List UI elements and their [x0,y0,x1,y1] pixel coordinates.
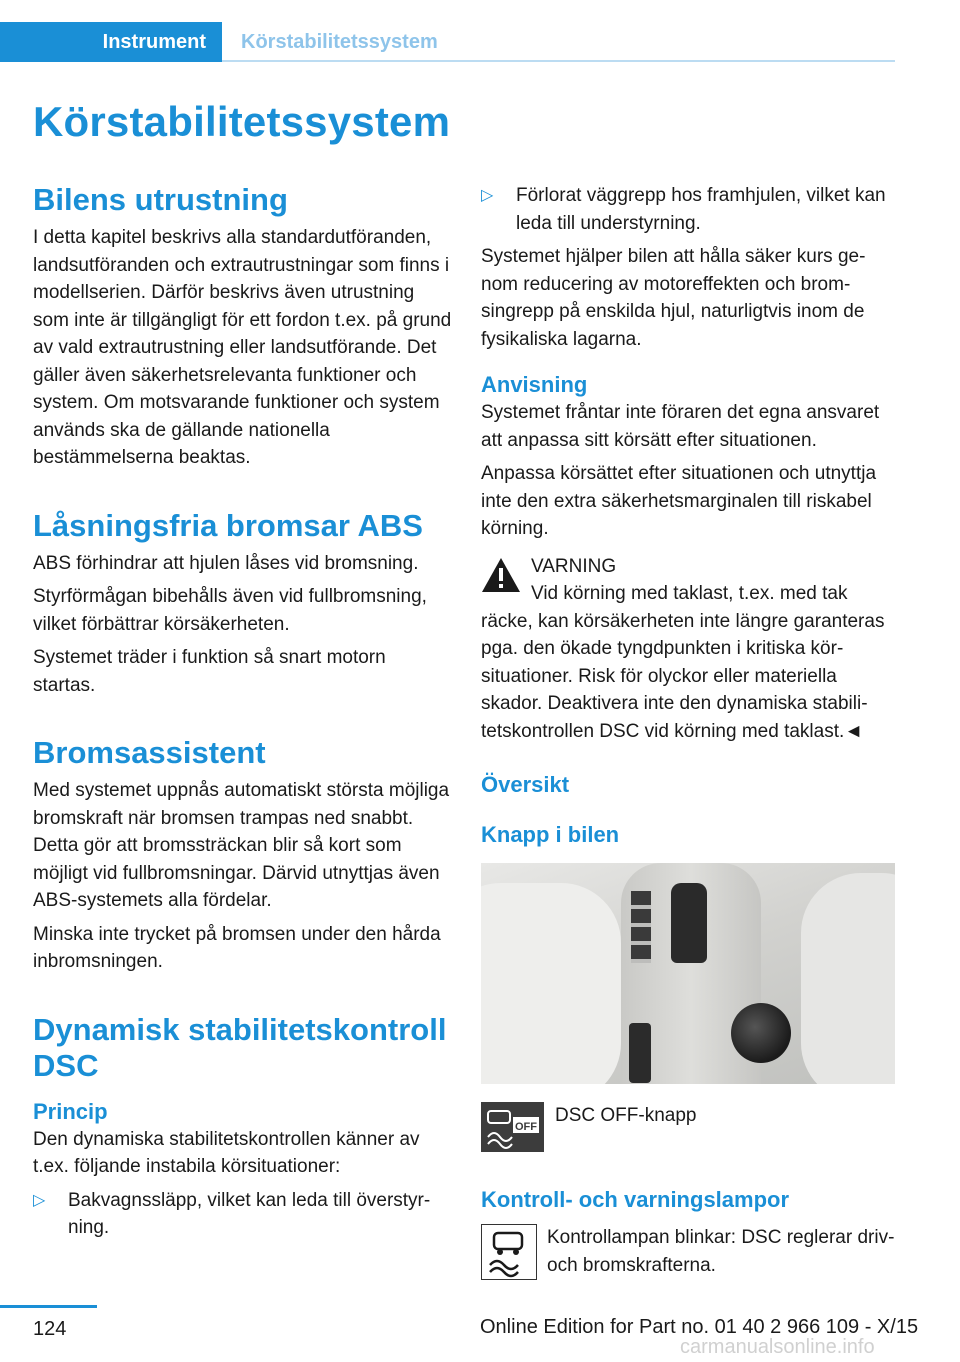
left-column [33,182,453,1242]
warning-triangle-icon [481,557,521,593]
watermark: carmanualsonline.info [680,1336,875,1358]
header-divider [222,60,895,62]
abs-paragraph-1: ABS förhindrar att hjulen låses vid bromsning. [33,552,419,574]
note-paragraph-2: Anpassa körsättet efter situationen och utnyttja inte den extra säkerhetsmarginalen till riskabel körning. [481,463,877,539]
section-title-brake-assist: Bromsassistent [33,735,266,770]
dsc-off-button-icon [481,1102,544,1152]
section-title-equipment: Bilens utrustning [33,182,288,217]
right-column [481,182,895,1280]
principle-paragraph: Den dynamiska stabilitetskontrollen känner av t.ex. följande instabila körsituationer: [33,1128,420,1177]
indicator-lamp-row [481,1224,895,1280]
center-console-photo [481,863,895,1084]
tab-instrument[interactable]: Instrument [0,22,222,62]
overview-title: Översikt [481,772,570,797]
page-title: Körstabilitetssystem [33,98,451,145]
equipment-paragraph: I detta kapitel beskrivs alla standardutföranden, landsutföranden och extrautrustningar som finns i modellserien. Därför beskrivs även utrustning som inte är tillgängligt för ett fordon t.ex. på grund av vald extrautrustning eller landsutförande. Det gäller även säkerhetsrelevanta funktioner och system. Om motsvarande funktioner och system används ska de gällande nationella bestämmelserna beaktas. [33,227,452,468]
abs-paragraph-2: Styrförmågan bibehålls även vid fullbromsning, vilket förbättrar körsäkerheten. [33,586,427,635]
edition-text: Online Edition for Part no. 01 40 2 966 109 - X/15 [480,1316,919,1338]
warning-body: räcke, kan körsäkerheten inte längre garanteras pga. den ökade tyngdpunkten i kritiska körsituationer. Risk för olyckor eller materiella skador. Deaktivera inte den dynamiska stabilitetskontrollen DSC vid körning med taklast.◄ [481,610,885,742]
note-title: Anvisning [481,372,588,397]
list-item-text: Förlorat väggrepp hos framhjulen, vilket kan leda till understyrning. [516,185,886,234]
bullet-triangle-icon: ▷ [481,187,494,204]
bullet-triangle-icon: ▷ [33,1191,46,1209]
lamps-title: Kontroll- och varningslampor [481,1187,790,1212]
dsc-indicator-lamp-icon [481,1224,537,1280]
list-item [33,1187,453,1242]
note-paragraph-1: Systemet fråntar inte föraren det egna ansvaret att anpassa sitt körsätt efter situationen. [481,402,880,451]
warning-first-line: Vid körning med taklast, t.ex. med tak [531,583,848,604]
section-title-dsc: Dynamisk stabilitetskontroll DSC [33,1011,447,1083]
dsc-off-button-label: DSC OFF-knapp [555,1105,697,1126]
section-title-abs: Låsningsfria bromsar ABS [33,507,423,543]
dsc-off-row [481,1102,895,1152]
brake-assist-paragraph-2: Minska inte trycket på bromsen under den hårda inbromsningen. [33,923,441,972]
warning-title: VARNING [531,555,617,577]
footer-rule [0,1305,97,1308]
tab-section[interactable]: Körstabilitetssystem [241,31,438,53]
list-item-text: Bakvagnssläpp, vilket kan leda till överstyrning. [68,1189,431,1238]
dsc-off-icon-text: OFF [515,1121,537,1133]
indicator-lamp-text: Kontrollampan blinkar: DSC reglerar driv- och bromskrafterna. [547,1227,895,1276]
button-location-title: Knapp i bilen [481,822,620,847]
brake-assist-paragraph-1: Med systemet uppnås automatiskt största möjliga bromskraft när bromsen trampas ned snabbt. Detta gör att bromssträckan blir så kort som möjligt vid fullbromsningar. Därvid utnyttjas även ABS-systemets alla fördelar. [33,780,450,911]
abs-paragraph-3: Systemet träder i funktion så snart motorn startas. [33,647,386,696]
list-item [481,182,895,237]
system-paragraph: Systemet hjälper bilen att hålla säker kurs genom reducering av motoreffekten och bromsingrepp på enskilda hjul, naturligtvis inom de fysikaliska lagarna. [481,246,866,350]
header-bar [0,22,895,62]
page-number: 124 [33,1318,67,1340]
warning-block [481,553,895,746]
subsection-title-principle: Princip [33,1098,108,1124]
